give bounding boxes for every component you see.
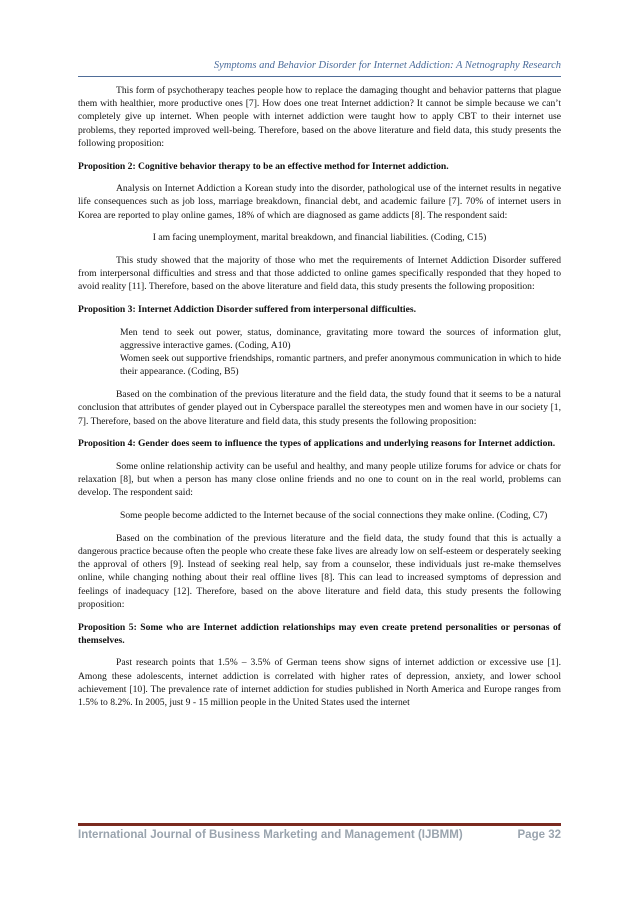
running-header: Symptoms and Behavior Disorder for Internet Addiction: A Netnography Research — [213, 60, 561, 71]
paragraph: Analysis on Internet Addiction a Korean study into the disorder, pathological use of the internet results in negative life consequences such as job loss, marriage breakdown, financial debt, and academic failure [7]. 70% of internet users in Korea are reported to play online games, 18% of which are diagnosed as game addicts [8]. The respondent said: — [78, 183, 561, 221]
paragraph: This form of psychotherapy teaches people how to replace the damaging thought and behavior patterns that plague them with healthier, more productive ones [7]. How does one treat Internet addiction? It cannot be simple because we can’t completely give up internet. When people with internet addiction were taught how to apply CBT to their internet use problems, they reported improved well-being. Therefore, based on the above literature and field data, this study presents the following proposition: — [78, 85, 561, 149]
respondent-quote: Men tend to seek out power, status, dominance, gravitating more toward the sources of information glut, aggressive interactive games. (Coding, A10) — [120, 326, 561, 352]
journal-name: International Journal of Business Marketing and Management (IJBMM) — [78, 829, 463, 841]
body-text — [78, 84, 561, 719]
respondent-quote-block — [78, 326, 561, 379]
paragraph: Based on the combination of the previous literature and the field data, the study found that it seems to be a natural conclusion that attributes of gender played out in Cyberspace parallel the stereotypes men and women have in our society [1, 7]. Therefore, based on the above literature and field data, this study presents the following proposition: — [78, 389, 561, 427]
header-rule — [78, 76, 561, 77]
respondent-quote: Some people become addicted to the Internet because of the social connections they make online. (Coding, C7) — [120, 510, 548, 522]
footer-rule — [78, 823, 561, 826]
proposition-5: Proposition 5: Some who are Internet addiction relationships may even create pretend personalities or personas of themselves. — [78, 621, 561, 646]
proposition-4: Proposition 4: Gender does seem to influence the types of applications and underlying reasons for Internet addiction. — [78, 438, 556, 450]
proposition-3: Proposition 3: Internet Addiction Disorder suffered from interpersonal difficulties. — [78, 304, 416, 316]
paragraph: Some online relationship activity can be useful and healthy, and many people utilize forums for advice or chats for relaxation [8], but when a person has many close online friends and no one to count on in the real world, problems can develop. The respondent said: — [78, 460, 561, 499]
respondent-quote: I am facing unemployment, marital breakdown, and financial liabilities. (Coding, C15) — [152, 232, 487, 244]
page-number: Page 32 — [517, 829, 561, 841]
paragraph: This study showed that the majority of those who met the requirements of Internet Addiction Disorder suffered from interpersonal difficulties and stress and that those addicted to online games specifically responded that they hoped to avoid reality [11]. Therefore, based on the above literature and field data, this study presents the following proposition: — [78, 255, 561, 293]
respondent-quote: Women seek out supportive friendships, romantic partners, and prefer anonymous communication in which to hide their appearance. (Coding, B5) — [120, 353, 561, 378]
proposition-2: Proposition 2: Cognitive behavior therapy to be an effective method for Internet addiction. — [78, 160, 449, 172]
paragraph: Based on the combination of the previous literature and the field data, the study found that this is actually a dangerous practice because often the people who create these fake lives are already low on self-esteem or desperately seeking the approval of others [9]. Instead of seeking real help, say from a counselor, these individuals just re-make themselves online, while changing nothing about their real offline lives [8]. This can lead to increased symptoms of depression and feelings of inadequacy [12]. Therefore, based on the above literature and field data, this study presents the following proposition: — [78, 532, 561, 610]
paragraph: Past research points that 1.5% – 3.5% of German teens show signs of internet addiction or excessive use [1]. Among these adolescents, internet addiction is correlated with higher rates of depression, anxiety, and lower school achievement [10]. The prevalence rate of internet addiction for studies published in North America and Europe ranges from 1.5% to 8.2%. In 2005, just 9 - 15 million people in the United States used the internet — [78, 657, 561, 709]
